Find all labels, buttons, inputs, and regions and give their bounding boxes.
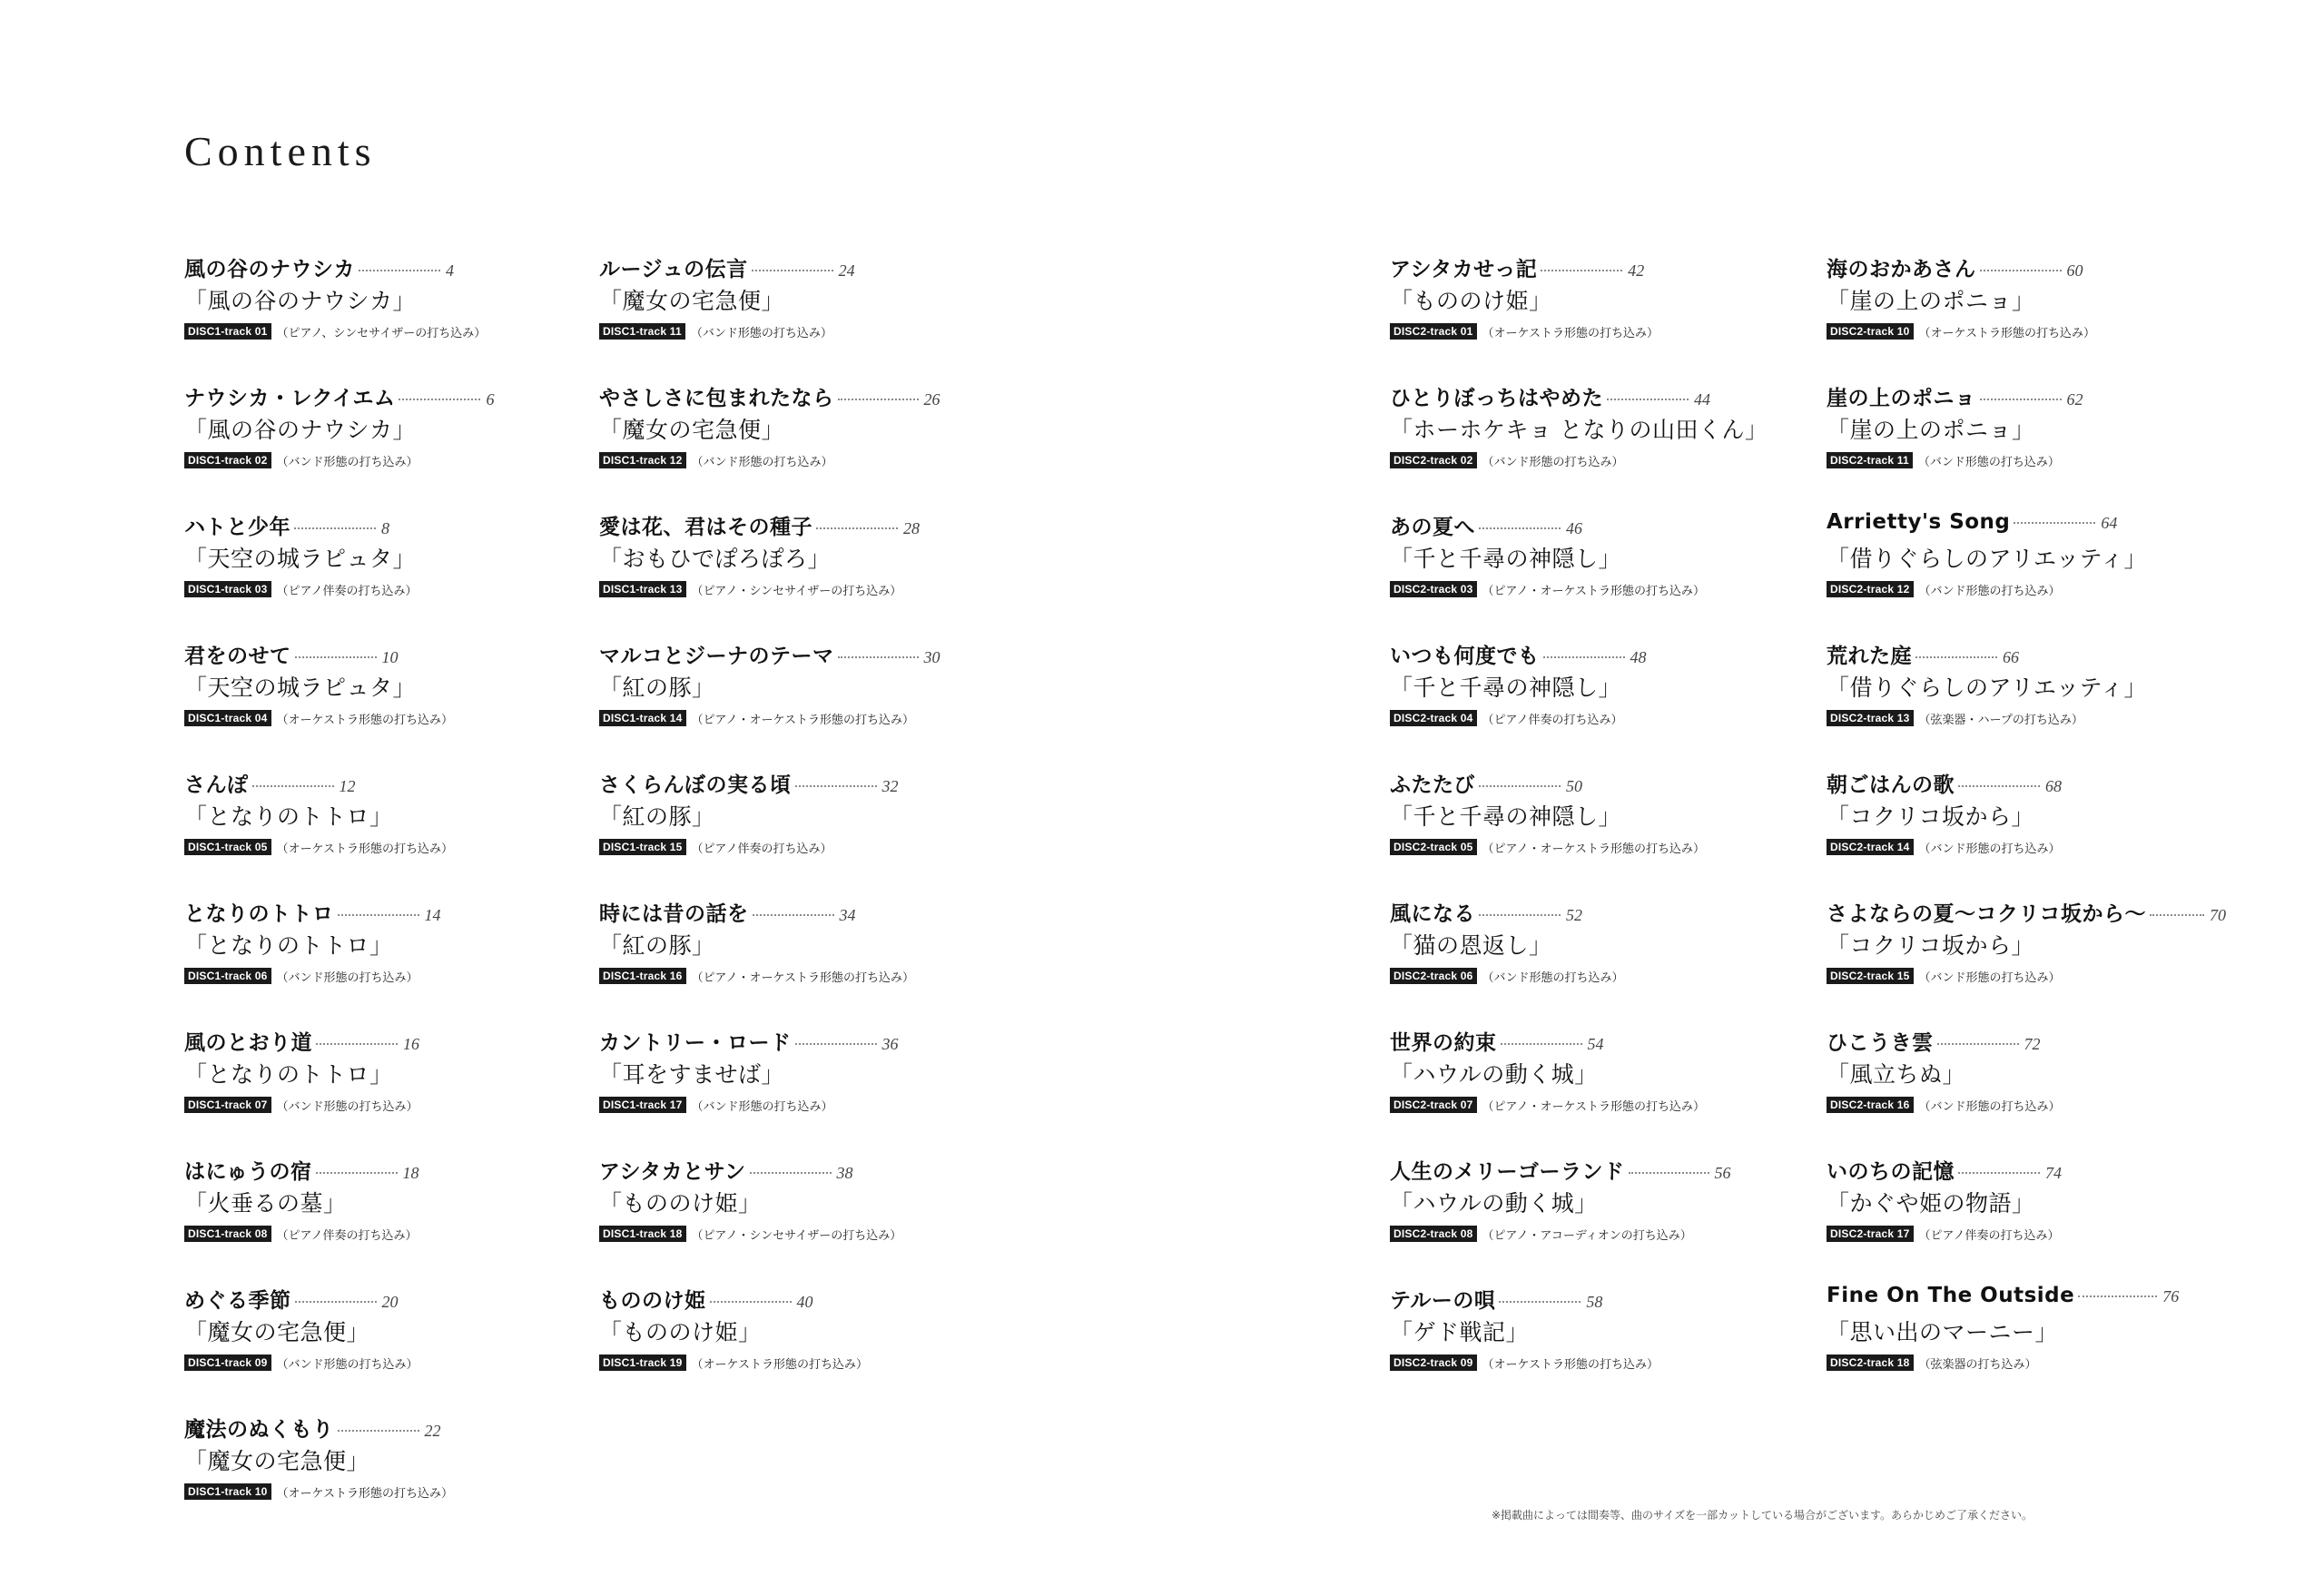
movie-title: 「天空の城ラピュタ」 [184,546,417,572]
song-title: Fine On The Outside [1827,1284,2075,1307]
movie-title: 「魔女の宅急便」 [599,288,785,314]
toc-column-4 [1827,252,2226,1413]
arrangement-note: （オーケストラ形態の打ち込み） [276,842,453,856]
track-badge: DISC1-track 10 [184,1483,271,1500]
arrangement-note: （ピアノ・オーケストラ形態の打ち込み） [1482,842,1705,856]
page-number: 24 [838,261,855,280]
song-title: ひこうき雲 [1827,1031,1934,1055]
song-title: いつも何度でも [1390,645,1540,668]
toc-entry[interactable] [184,1026,584,1155]
movie-title: 「ハウルの動く城」 [1390,1061,1598,1088]
dot-leader [1980,399,2062,400]
toc-entry[interactable] [184,639,584,768]
page-number: 60 [2066,261,2083,280]
song-title: いのちの記憶 [1827,1160,1955,1184]
page-number: 54 [1587,1035,1604,1053]
movie-title: 「かぐや姫の物語」 [1827,1190,2035,1217]
movie-title: 「コクリコ坂から」 [1827,803,2035,830]
song-title: 朝ごはんの歌 [1827,773,1955,797]
dot-leader [338,914,419,916]
track-badge: DISC1-track 17 [599,1097,686,1113]
arrangement-note: （オーケストラ形態の打ち込み） [691,1357,868,1372]
toc-entry[interactable] [184,1284,584,1413]
track-badge: DISC1-track 13 [599,581,686,597]
toc-entry[interactable] [184,897,584,1026]
dot-leader [1541,270,1622,271]
movie-title: 「紅の豚」 [599,675,715,701]
toc-entry[interactable] [1390,252,1789,381]
page-number: 34 [839,906,856,924]
dot-leader [795,785,877,787]
dot-leader [2014,522,2095,524]
arrangement-note: （バンド形態の打ち込み） [1918,970,2061,985]
movie-title: 「もののけ姫」 [599,1190,762,1217]
movie-title: 「魔女の宅急便」 [184,1319,370,1345]
movie-title: 「となりのトトロ」 [184,932,393,959]
page-number: 12 [339,777,356,795]
song-title: 人生のメリーゴーランド [1390,1160,1625,1184]
movie-title: 「天空の城ラピュタ」 [184,675,417,701]
toc-entry[interactable] [184,1155,584,1284]
movie-title: 「ホーホケキョ となりの山田くん」 [1390,417,1768,443]
page-number: 46 [1566,519,1582,537]
toc-entry[interactable] [1827,1026,2226,1155]
track-badge: DISC2-track 10 [1827,323,1914,340]
page-number: 38 [836,1164,853,1182]
movie-title: 「思い出のマーニー」 [1827,1319,2059,1345]
song-title: 時には昔の話を [599,902,749,926]
song-title: カントリー・ロード [599,1031,792,1055]
arrangement-note: （バンド形態の打ち込み） [276,1099,419,1114]
page-number: 10 [381,648,399,666]
dot-leader [1479,785,1561,787]
track-badge: DISC2-track 18 [1827,1355,1914,1371]
track-badge: DISC1-track 12 [599,452,686,468]
page-number: 40 [796,1293,813,1311]
song-title: 荒れた庭 [1827,645,1912,668]
dot-leader [294,527,376,529]
movie-title: 「もののけ姫」 [599,1319,762,1345]
movie-title: 「崖の上のポニョ」 [1827,288,2035,314]
track-badge: DISC2-track 03 [1390,581,1477,597]
arrangement-note: （ピアノ・アコーディオンの打ち込み） [1482,1228,1692,1243]
song-title: あの夏へ [1390,516,1475,539]
arrangement-note: （バンド形態の打ち込み） [276,1357,419,1372]
movie-title: 「千と千尋の神隠し」 [1390,546,1622,572]
track-badge: DISC2-track 15 [1827,968,1914,984]
track-badge: DISC2-track 02 [1390,452,1477,468]
song-title: マルコとジーナのテーマ [599,645,834,668]
toc-entry[interactable] [1390,510,1789,639]
dot-leader [359,270,440,271]
dot-leader [710,1301,792,1303]
toc-entry[interactable] [1827,252,2226,381]
arrangement-note: （バンド形態の打ち込み） [1918,842,2061,856]
toc-entry[interactable] [599,252,999,381]
dot-leader [1607,399,1689,400]
arrangement-note: （ピアノ・シンセサイザーの打ち込み） [691,1228,902,1243]
toc-entry[interactable] [1827,897,2226,1026]
toc-column-1 [184,252,584,1542]
track-badge: DISC2-track 01 [1390,323,1477,340]
toc-entry[interactable] [184,510,584,639]
toc-entry[interactable] [1390,381,1789,510]
song-title: アシタカせっ記 [1390,258,1538,281]
song-title: 風になる [1390,902,1475,926]
dot-leader [1501,1043,1582,1045]
toc-entry[interactable] [599,1284,999,1413]
arrangement-note: （バンド形態の打ち込み） [1918,1099,2061,1114]
song-title: さくらんぼの実る頃 [599,773,792,797]
toc-entry[interactable] [1827,768,2226,897]
page-number: 76 [2162,1287,2180,1305]
song-title: 世界の約束 [1390,1031,1497,1055]
song-title: やさしさに包まれたなら [599,387,834,410]
dot-leader [1479,527,1561,529]
song-title: テルーの唄 [1390,1289,1496,1313]
toc-entry[interactable] [599,381,999,510]
page-number: 36 [881,1035,899,1053]
arrangement-note: （オーケストラ形態の打ち込み） [1482,326,1659,340]
track-badge: DISC2-track 12 [1827,581,1914,597]
movie-title: 「耳をすませば」 [599,1061,785,1088]
toc-entry[interactable] [184,252,584,381]
arrangement-note: （ピアノ伴奏の打ち込み） [691,842,832,856]
toc-column-3 [1390,252,1789,1413]
dot-leader [1915,656,1997,658]
toc-entry[interactable] [1390,639,1789,768]
dot-leader [316,1043,398,1045]
toc-entry[interactable] [1827,1284,2226,1413]
arrangement-note: （オーケストラ形態の打ち込み） [1918,326,2095,340]
toc-entry[interactable] [1827,639,2226,768]
track-badge: DISC1-track 15 [599,839,686,855]
dot-leader [1629,1172,1709,1174]
toc-entry[interactable] [184,1413,584,1542]
song-title: ふたたび [1390,773,1475,797]
song-title: さよならの夏〜コクリコ坂から〜 [1827,902,2147,926]
dot-leader [1980,270,2062,271]
toc-entry[interactable] [184,768,584,897]
dot-leader [295,656,377,658]
track-badge: DISC1-track 02 [184,452,271,468]
track-badge: DISC2-track 17 [1827,1226,1914,1242]
movie-title: 「紅の豚」 [599,803,715,830]
toc-entry[interactable] [599,768,999,897]
arrangement-note: （バンド形態の打ち込み） [690,326,832,340]
track-badge: DISC1-track 18 [599,1226,686,1242]
arrangement-note: （ピアノ・オーケストラ形態の打ち込み） [1482,584,1705,598]
toc-entry[interactable] [599,1026,999,1155]
toc-entry[interactable] [599,510,999,639]
dot-leader [1937,1043,2019,1045]
toc-entry[interactable] [1390,1155,1789,1284]
arrangement-note: （オーケストラ形態の打ち込み） [1482,1357,1659,1372]
page-number: 4 [446,261,454,280]
page-number: 6 [486,390,495,409]
movie-title: 「おもひでぽろぽろ」 [599,546,832,572]
song-title: さんぽ [184,773,249,797]
song-title: 海のおかあさん [1827,258,1976,281]
page-number: 70 [2210,906,2226,924]
page-number: 18 [402,1164,419,1182]
track-badge: DISC2-track 06 [1390,968,1477,984]
movie-title: 「千と千尋の神隠し」 [1390,675,1622,701]
toc-entry[interactable] [599,639,999,768]
page-number: 66 [2003,648,2019,666]
arrangement-note: （オーケストラ形態の打ち込み） [276,1486,453,1501]
dot-leader [399,399,480,400]
arrangement-note: （バンド形態の打ち込み） [1482,455,1624,469]
footnote: ※掲載曲によっては間奏等、曲のサイズを一部カットしている場合がございます。あらかじめご了承ください。 [1492,1509,2034,1522]
arrangement-note: （バンド形態の打ち込み） [276,455,419,469]
song-title: はにゅうの宿 [184,1160,312,1184]
song-title: もののけ姫 [599,1289,706,1313]
song-title: アシタカとサン [599,1160,746,1184]
arrangement-note: （ピアノ、シンセサイザーの打ち込み） [276,326,487,340]
dot-leader [1543,656,1625,658]
page-title: Contents [184,128,377,174]
track-badge: DISC1-track 14 [599,710,686,726]
movie-title: 「崖の上のポニョ」 [1827,417,2035,443]
page-number: 58 [1586,1293,1603,1311]
movie-title: 「紅の豚」 [599,932,715,959]
song-title: ルージュの伝言 [599,258,748,281]
dot-leader [816,527,898,529]
song-title: ナウシカ・レクイエム [184,387,396,410]
dot-leader [1479,914,1561,916]
arrangement-note: （バンド形態の打ち込み） [1482,970,1624,985]
song-title: ハトと少年 [184,516,291,539]
page-number: 26 [923,390,940,409]
dot-leader [753,914,834,916]
arrangement-note: （ピアノ伴奏の打ち込み） [276,584,418,598]
track-badge: DISC2-track 09 [1390,1355,1477,1371]
movie-title: 「もののけ姫」 [1390,288,1552,314]
toc-entry[interactable] [1390,897,1789,1026]
dot-leader [295,1301,377,1303]
track-badge: DISC2-track 14 [1827,839,1914,855]
track-badge: DISC2-track 16 [1827,1097,1914,1113]
movie-title: 「火垂るの墓」 [184,1190,347,1217]
arrangement-note: （弦楽器の打ち込み） [1918,1357,2037,1372]
movie-title: 「ゲド戦記」 [1390,1319,1530,1345]
track-badge: DISC1-track 05 [184,839,271,855]
page-number: 64 [2101,514,2118,532]
arrangement-note: （バンド形態の打ち込み） [691,1099,833,1114]
arrangement-note: （弦楽器・ハープの打ち込み） [1918,713,2083,727]
movie-title: 「魔女の宅急便」 [599,417,785,443]
arrangement-note: （ピアノ伴奏の打ち込み） [1482,713,1623,727]
toc-column-2 [599,252,999,1413]
track-badge: DISC1-track 01 [184,323,271,340]
page-number: 22 [424,1422,441,1440]
dot-leader [1499,1301,1581,1303]
movie-title: 「魔女の宅急便」 [184,1448,370,1474]
song-title: 君をのせて [184,645,291,668]
song-title: 魔法のぬくもり [184,1418,334,1442]
track-badge: DISC1-track 11 [599,323,685,340]
track-badge: DISC2-track 08 [1390,1226,1477,1242]
dot-leader [795,1043,877,1045]
dot-leader [2150,914,2204,916]
page-number: 62 [2066,390,2083,409]
toc-entry[interactable] [1390,1284,1789,1413]
dot-leader [838,656,919,658]
arrangement-note: （ピアノ・シンセサイザーの打ち込み） [691,584,902,598]
movie-title: 「となりのトトロ」 [184,803,393,830]
page-number: 32 [881,777,899,795]
track-badge: DISC1-track 08 [184,1226,271,1242]
track-badge: DISC1-track 07 [184,1097,271,1113]
page-number: 14 [424,906,441,924]
movie-title: 「風立ちぬ」 [1827,1061,1966,1088]
track-badge: DISC2-track 05 [1390,839,1477,855]
arrangement-note: （バンド形態の打ち込み） [276,970,419,985]
movie-title: 「千と千尋の神隠し」 [1390,803,1622,830]
dot-leader [2078,1295,2157,1297]
page-number: 48 [1630,648,1647,666]
page-number: 68 [2045,777,2062,795]
arrangement-note: （ピアノ・オーケストラ形態の打ち込み） [691,970,914,985]
movie-title: 「猫の恩返し」 [1390,932,1552,959]
track-badge: DISC1-track 16 [599,968,686,984]
movie-title: 「風の谷のナウシカ」 [184,417,417,443]
movie-title: 「コクリコ坂から」 [1827,932,2035,959]
track-badge: DISC1-track 06 [184,968,271,984]
dot-leader [1958,785,2040,787]
track-badge: DISC2-track 11 [1827,452,1913,468]
arrangement-note: （バンド形態の打ち込み） [691,455,833,469]
dot-leader [338,1430,419,1432]
toc-entry[interactable] [1827,510,2226,639]
arrangement-note: （ピアノ・オーケストラ形態の打ち込み） [1482,1099,1705,1114]
toc-entry[interactable] [1827,1155,2226,1284]
page-number: 8 [381,519,390,537]
movie-title: 「借りぐらしのアリエッティ」 [1827,675,2148,701]
track-badge: DISC2-track 04 [1390,710,1477,726]
page-number: 20 [381,1293,399,1311]
arrangement-note: （ピアノ・オーケストラ形態の打ち込み） [691,713,914,727]
track-badge: DISC1-track 04 [184,710,271,726]
page-number: 28 [903,519,920,537]
page-number: 44 [1694,390,1710,409]
page-number: 30 [923,648,940,666]
toc-entry[interactable] [599,897,999,1026]
toc-entry[interactable] [1827,381,2226,510]
dot-leader [750,1172,832,1174]
toc-entry[interactable] [599,1155,999,1284]
toc-entry[interactable] [184,381,584,510]
song-title: 風の谷のナウシカ [184,258,355,281]
arrangement-note: （ピアノ伴奏の打ち込み） [276,1228,418,1243]
song-title: Arrietty's Song [1827,510,2011,534]
movie-title: 「ハウルの動く城」 [1390,1190,1598,1217]
dot-leader [252,785,334,787]
arrangement-note: （バンド形態の打ち込み） [1918,584,2061,598]
page-number: 42 [1628,261,1645,280]
song-title: 風のとおり道 [184,1031,312,1055]
arrangement-note: （オーケストラ形態の打ち込み） [276,713,453,727]
page-number: 56 [1714,1164,1731,1182]
arrangement-note: （バンド形態の打ち込み） [1917,455,2060,469]
song-title: めぐる季節 [184,1289,291,1313]
movie-title: 「となりのトトロ」 [184,1061,393,1088]
movie-title: 「風の谷のナウシカ」 [184,288,417,314]
track-badge: DISC1-track 19 [599,1355,686,1371]
toc-entry[interactable] [1390,1026,1789,1155]
dot-leader [316,1172,398,1174]
song-title: ひとりぼっちはやめた [1390,387,1603,410]
dot-leader [1958,1172,2040,1174]
track-badge: DISC2-track 07 [1390,1097,1477,1113]
song-title: 崖の上のポニョ [1827,387,1976,410]
toc-entry[interactable] [1390,768,1789,897]
dot-leader [838,399,919,400]
page-number: 16 [403,1035,419,1053]
song-title: となりのトトロ [184,902,334,926]
arrangement-note: （ピアノ伴奏の打ち込み） [1918,1228,2060,1243]
movie-title: 「借りぐらしのアリエッティ」 [1827,546,2148,572]
page-number: 52 [1566,906,1582,924]
page-number: 74 [2045,1164,2062,1182]
track-badge: DISC1-track 09 [184,1355,271,1371]
track-badge: DISC1-track 03 [184,581,271,597]
song-title: 愛は花、君はその種子 [599,516,812,539]
page-number: 72 [2024,1035,2041,1053]
dot-leader [752,270,833,271]
page-number: 50 [1566,777,1582,795]
track-badge: DISC2-track 13 [1827,710,1914,726]
